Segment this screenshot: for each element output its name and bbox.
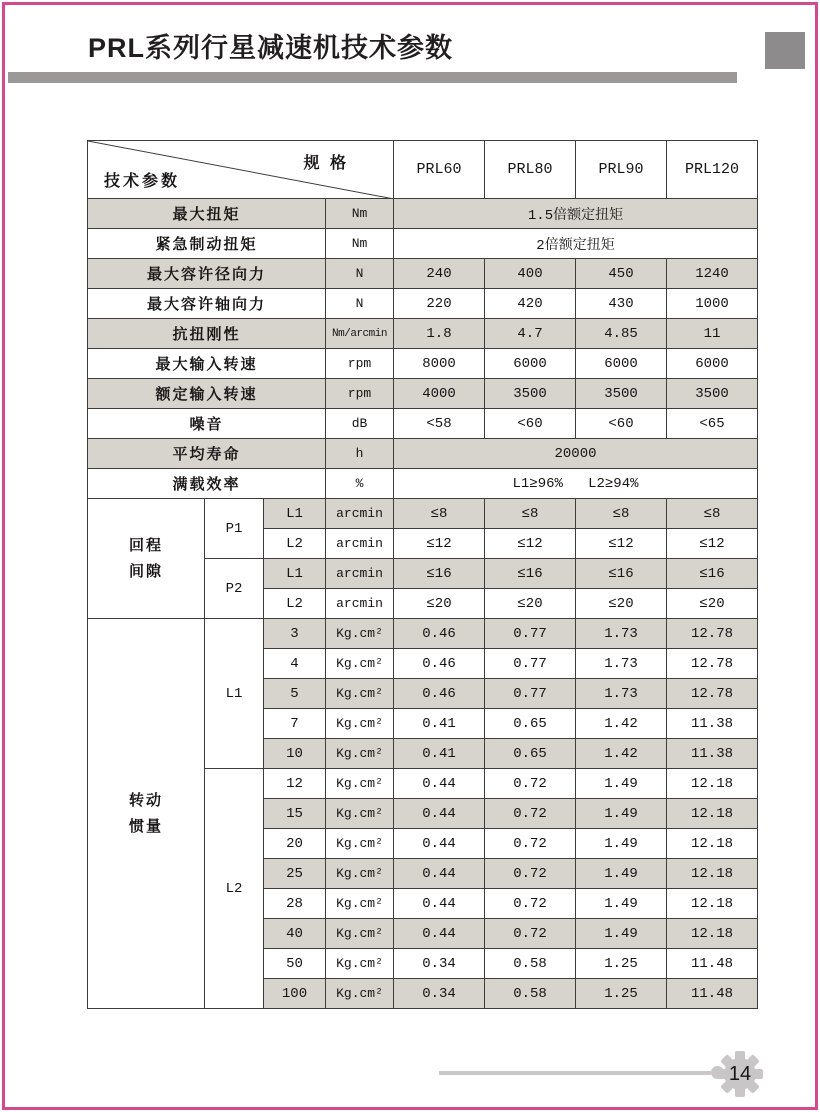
value-cell: 12.78 — [667, 619, 758, 649]
ratio-cell: 3 — [264, 619, 326, 649]
value-cell: 0.46 — [394, 679, 485, 709]
value-cell: 400 — [485, 259, 576, 289]
value-cell: 0.44 — [394, 859, 485, 889]
param-label-cell: 额定输入转速 — [88, 379, 326, 409]
param-label-cell: 最大输入转速 — [88, 349, 326, 379]
value-cell: 11.48 — [667, 949, 758, 979]
model-header-cell: PRL80 — [485, 141, 576, 199]
value-cell: 0.46 — [394, 649, 485, 679]
model-header-cell: PRL60 — [394, 141, 485, 199]
unit-cell: Nm/arcmin — [326, 319, 394, 349]
value-cell: 12.78 — [667, 679, 758, 709]
inertia-group-cell: 转动 惯量 — [88, 619, 205, 1009]
value-cell: 1.49 — [576, 919, 667, 949]
value-cell: 3500 — [485, 379, 576, 409]
unit-cell: Kg.cm² — [326, 619, 394, 649]
ratio-cell: 25 — [264, 859, 326, 889]
unit-cell: Kg.cm² — [326, 679, 394, 709]
value-cell: <58 — [394, 409, 485, 439]
model-header-cell: PRL120 — [667, 141, 758, 199]
value-cell: ≤16 — [394, 559, 485, 589]
merged-value-cell: L1≥96% L2≥94% — [394, 469, 758, 499]
value-cell: 6000 — [485, 349, 576, 379]
page-number: 14 — [728, 1062, 752, 1085]
value-cell: 1.49 — [576, 889, 667, 919]
page-title: PRL系列行星减速机技术参数 — [88, 33, 453, 63]
value-cell: 1.49 — [576, 769, 667, 799]
ratio-cell: 20 — [264, 829, 326, 859]
unit-cell: h — [326, 439, 394, 469]
value-cell: 11.38 — [667, 739, 758, 769]
ratio-cell: 15 — [264, 799, 326, 829]
value-cell: 450 — [576, 259, 667, 289]
ratio-cell: 12 — [264, 769, 326, 799]
ratio-cell: 4 — [264, 649, 326, 679]
ratio-cell: 50 — [264, 949, 326, 979]
unit-cell: Kg.cm² — [326, 889, 394, 919]
value-cell: 0.34 — [394, 979, 485, 1009]
unit-cell: arcmin — [326, 559, 394, 589]
unit-cell: Kg.cm² — [326, 949, 394, 979]
value-cell: ≤20 — [394, 589, 485, 619]
ratio-cell: 100 — [264, 979, 326, 1009]
unit-cell: Kg.cm² — [326, 979, 394, 1009]
unit-cell: rpm — [326, 379, 394, 409]
value-cell: 1.25 — [576, 949, 667, 979]
value-cell: 0.44 — [394, 829, 485, 859]
value-cell: ≤12 — [485, 529, 576, 559]
merged-value-cell: 1.5倍额定扭矩 — [394, 199, 758, 229]
value-cell: <65 — [667, 409, 758, 439]
value-cell: 430 — [576, 289, 667, 319]
diagonal-header-cell — [88, 141, 394, 199]
value-cell: ≤12 — [667, 529, 758, 559]
stage-group-cell: L2 — [205, 769, 264, 1009]
title-corner-square — [765, 32, 805, 69]
value-cell: 12.18 — [667, 859, 758, 889]
value-cell: 0.72 — [485, 799, 576, 829]
unit-cell: Nm — [326, 199, 394, 229]
value-cell: ≤8 — [576, 499, 667, 529]
ratio-cell: 7 — [264, 709, 326, 739]
value-cell: 4.7 — [485, 319, 576, 349]
spec-table — [87, 140, 758, 1009]
value-cell: 1000 — [667, 289, 758, 319]
value-cell: 0.72 — [485, 829, 576, 859]
value-cell: ≤8 — [667, 499, 758, 529]
unit-cell: Kg.cm² — [326, 769, 394, 799]
stage-cell: L2 — [264, 589, 326, 619]
param-label-cell: 平均寿命 — [88, 439, 326, 469]
unit-cell: Kg.cm² — [326, 709, 394, 739]
value-cell: 1240 — [667, 259, 758, 289]
value-cell: <60 — [576, 409, 667, 439]
value-cell: 11.38 — [667, 709, 758, 739]
unit-cell: rpm — [326, 349, 394, 379]
merged-value-cell: 20000 — [394, 439, 758, 469]
backlash-group-cell: 回程 间隙 — [88, 499, 205, 619]
value-cell: 1.49 — [576, 859, 667, 889]
value-cell: 12.18 — [667, 769, 758, 799]
stage-cell: L1 — [264, 559, 326, 589]
unit-cell: arcmin — [326, 529, 394, 559]
value-cell: ≤20 — [576, 589, 667, 619]
value-cell: 0.72 — [485, 889, 576, 919]
value-cell: 3500 — [576, 379, 667, 409]
param-label-cell: 噪音 — [88, 409, 326, 439]
value-cell: 0.72 — [485, 919, 576, 949]
value-cell: 4000 — [394, 379, 485, 409]
value-cell: 420 — [485, 289, 576, 319]
value-cell: 0.44 — [394, 889, 485, 919]
unit-cell: Nm — [326, 229, 394, 259]
unit-cell: Kg.cm² — [326, 919, 394, 949]
value-cell: 3500 — [667, 379, 758, 409]
param-label-cell: 最大扭矩 — [88, 199, 326, 229]
param-label-cell: 最大容许轴向力 — [88, 289, 326, 319]
value-cell: 0.77 — [485, 619, 576, 649]
value-cell: 0.65 — [485, 739, 576, 769]
value-cell: 0.34 — [394, 949, 485, 979]
value-cell: ≤20 — [667, 589, 758, 619]
value-cell: 0.58 — [485, 949, 576, 979]
value-cell: 6000 — [667, 349, 758, 379]
unit-cell: arcmin — [326, 499, 394, 529]
value-cell: ≤20 — [485, 589, 576, 619]
value-cell: 1.25 — [576, 979, 667, 1009]
value-cell: 1.42 — [576, 709, 667, 739]
value-cell: 0.72 — [485, 769, 576, 799]
value-cell: ≤12 — [576, 529, 667, 559]
value-cell: 1.73 — [576, 679, 667, 709]
value-cell: 12.18 — [667, 829, 758, 859]
model-header-cell: PRL90 — [576, 141, 667, 199]
value-cell: 12.18 — [667, 889, 758, 919]
value-cell: 4.85 — [576, 319, 667, 349]
value-cell: 1.73 — [576, 619, 667, 649]
ratio-cell: 28 — [264, 889, 326, 919]
value-cell: ≤8 — [485, 499, 576, 529]
ratio-cell: 10 — [264, 739, 326, 769]
accuracy-class-cell: P1 — [205, 499, 264, 559]
value-cell: 1.42 — [576, 739, 667, 769]
value-cell: <60 — [485, 409, 576, 439]
unit-cell: arcmin — [326, 589, 394, 619]
footer-rule-line — [439, 1071, 711, 1075]
value-cell: 8000 — [394, 349, 485, 379]
param-label-cell: 抗扭刚性 — [88, 319, 326, 349]
value-cell: 11.48 — [667, 979, 758, 1009]
value-cell: 12.18 — [667, 799, 758, 829]
value-cell: ≤8 — [394, 499, 485, 529]
stage-cell: L1 — [264, 499, 326, 529]
value-cell: 0.44 — [394, 799, 485, 829]
param-label-cell: 最大容许径向力 — [88, 259, 326, 289]
title-underline-bar — [8, 72, 737, 83]
value-cell: ≤16 — [576, 559, 667, 589]
unit-cell: Kg.cm² — [326, 649, 394, 679]
value-cell: 0.44 — [394, 919, 485, 949]
value-cell: 0.77 — [485, 649, 576, 679]
value-cell: 1.8 — [394, 319, 485, 349]
value-cell: 1.49 — [576, 799, 667, 829]
spec-table-wrap — [87, 140, 758, 1009]
unit-cell: N — [326, 289, 394, 319]
param-label-cell: 满载效率 — [88, 469, 326, 499]
value-cell: 1.49 — [576, 829, 667, 859]
value-cell: 220 — [394, 289, 485, 319]
unit-cell: % — [326, 469, 394, 499]
unit-cell: N — [326, 259, 394, 289]
unit-cell: Kg.cm² — [326, 799, 394, 829]
unit-cell: Kg.cm² — [326, 829, 394, 859]
value-cell: 0.72 — [485, 859, 576, 889]
params-corner-label: 技术参数 — [104, 173, 181, 190]
value-cell: 12.78 — [667, 649, 758, 679]
value-cell: 0.41 — [394, 709, 485, 739]
unit-cell: Kg.cm² — [326, 739, 394, 769]
unit-cell: dB — [326, 409, 394, 439]
value-cell: 0.46 — [394, 619, 485, 649]
stage-group-cell: L1 — [205, 619, 264, 769]
value-cell: 12.18 — [667, 919, 758, 949]
value-cell: ≤16 — [485, 559, 576, 589]
stage-cell: L2 — [264, 529, 326, 559]
value-cell: 0.41 — [394, 739, 485, 769]
value-cell: 6000 — [576, 349, 667, 379]
accuracy-class-cell: P2 — [205, 559, 264, 619]
value-cell: ≤16 — [667, 559, 758, 589]
value-cell: ≤12 — [394, 529, 485, 559]
value-cell: 0.65 — [485, 709, 576, 739]
value-cell: 1.73 — [576, 649, 667, 679]
param-label-cell: 紧急制动扭矩 — [88, 229, 326, 259]
value-cell: 11 — [667, 319, 758, 349]
ratio-cell: 5 — [264, 679, 326, 709]
value-cell: 0.44 — [394, 769, 485, 799]
value-cell: 240 — [394, 259, 485, 289]
merged-value-cell: 2倍额定扭矩 — [394, 229, 758, 259]
value-cell: 0.77 — [485, 679, 576, 709]
value-cell: 0.58 — [485, 979, 576, 1009]
ratio-cell: 40 — [264, 919, 326, 949]
unit-cell: Kg.cm² — [326, 859, 394, 889]
spec-corner-label: 规 格 — [303, 155, 349, 172]
